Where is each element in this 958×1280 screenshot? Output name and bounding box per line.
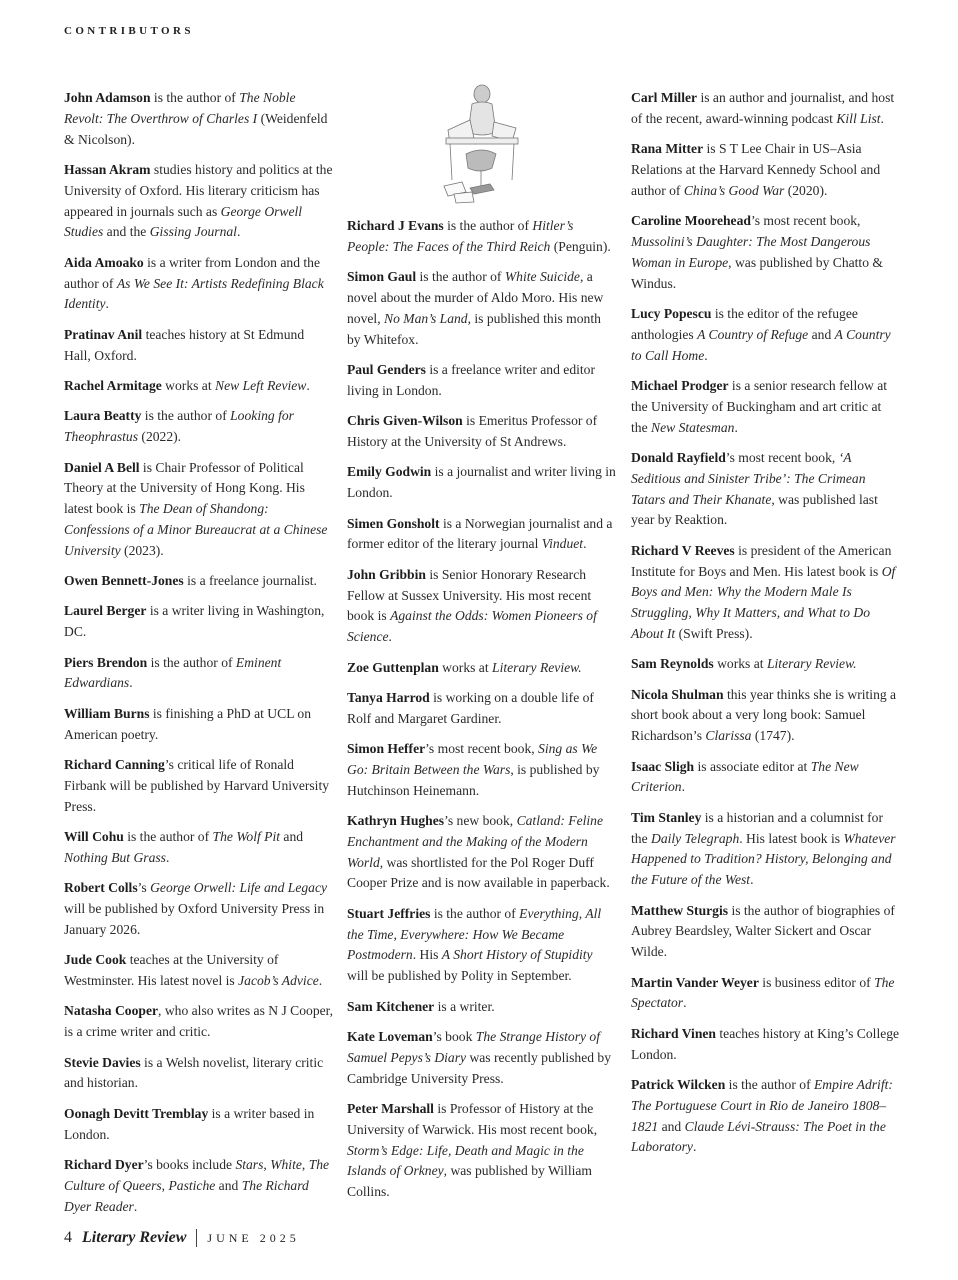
bio-text: (Penguin). xyxy=(550,238,611,254)
bio-text: this year thinks she is writing a short book about a very long book: Samuel Richardson’s xyxy=(631,686,897,744)
contributor-entry xyxy=(64,406,334,448)
bio-text: (2020). xyxy=(784,182,828,198)
contributor-name: Will Cohu xyxy=(64,829,124,845)
contributor-name: Simon Gaul xyxy=(347,269,417,285)
contributor-name: Zoe Guttenplan xyxy=(347,659,439,675)
contributor-name: Peter Marshall xyxy=(347,1101,434,1116)
bio-text: works at xyxy=(713,656,767,672)
contributor-name: Stevie Davies xyxy=(64,1054,141,1070)
contributor-entry xyxy=(347,688,617,730)
bio-text: and the xyxy=(103,224,150,240)
contributor-name: Pratinav Anil xyxy=(64,326,143,342)
bio-text: . His latest book is xyxy=(739,830,844,846)
contributor-name: Michael Prodger xyxy=(631,377,729,393)
contributor-name: Carl Miller xyxy=(631,90,698,105)
bio-text: is a historian and a columnist for the xyxy=(631,809,883,846)
bio-text: , was shortlisted for the Pol Roger Duff Cooper Prize and is now available in paperback. xyxy=(347,854,610,891)
contributor-name: Matthew Sturgis xyxy=(631,902,729,918)
bio-text: is the author of xyxy=(123,829,213,845)
bio-text: is the editor of the refugee anthologies xyxy=(631,305,858,342)
bio-text: is the author of xyxy=(416,269,505,285)
book-title: The Wolf Pit xyxy=(212,829,281,845)
bio-text: . xyxy=(318,973,323,988)
book-title: A Country to Call Home xyxy=(631,326,891,363)
book-title: Whatever Happened to Tradition? History, Belonging and the Future of the West xyxy=(631,830,896,888)
contributor-name: Richard V Reeves xyxy=(631,542,735,558)
bio-text: is a journalist and writer living in London. xyxy=(347,464,616,501)
book-title: China’s Good War xyxy=(683,182,785,198)
bio-text: is the author of xyxy=(443,218,533,233)
bio-text: ’s xyxy=(137,880,151,896)
bio-text: is the author of xyxy=(725,1076,814,1092)
contributor-entry xyxy=(631,376,901,438)
contributor-entry xyxy=(631,1075,901,1158)
bio-text: . xyxy=(133,1198,138,1214)
bio-text: . xyxy=(236,224,241,240)
book-title: Eminent Edwardians xyxy=(64,654,282,691)
book-title: The Noble Revolt: The Overthrow of Charles I xyxy=(64,90,296,126)
contributor-entry xyxy=(64,1053,334,1095)
bio-text: , was published by Chatto & Windus. xyxy=(631,254,883,291)
bio-text: and xyxy=(280,829,304,845)
bio-text: . xyxy=(165,849,170,865)
contributors-column-3 xyxy=(631,88,901,1168)
contributor-entry xyxy=(64,458,334,562)
contributor-name: Rachel Armitage xyxy=(64,377,162,393)
bio-text: (Weidenfeld & Nicolson). xyxy=(64,110,328,147)
contributor-entry xyxy=(631,211,901,294)
bio-text: ’s most recent book, xyxy=(725,449,839,465)
book-title: New Left Review xyxy=(215,377,307,393)
contributor-entry xyxy=(631,541,901,645)
contributor-name: Donald Rayfield xyxy=(631,449,726,465)
contributor-entry xyxy=(64,755,334,817)
book-title: Catland: Feline Enchantment and the Making of the Modern World xyxy=(347,813,604,870)
book-title: Of Boys and Men: Why the Modern Male Is Struggling, Why It Matters, and What to Do About It xyxy=(631,563,896,641)
contributor-entry xyxy=(631,1024,901,1066)
bio-text: ’s books include xyxy=(143,1156,236,1172)
bio-text: was recently published by Cambridge University Press. xyxy=(347,1049,612,1086)
contributor-entry xyxy=(64,571,334,592)
contributor-name: Paul Genders xyxy=(347,361,426,377)
bio-text: . xyxy=(692,1139,697,1155)
bio-text: is the author of xyxy=(141,408,231,424)
book-title: George Orwell: Life and Legacy xyxy=(150,880,328,896)
contributor-name: Laurel Berger xyxy=(64,603,147,619)
bio-text: ’s most recent book, xyxy=(750,213,861,229)
bio-text: works at xyxy=(161,377,216,393)
book-title: Literary Review. xyxy=(492,659,582,675)
bio-text: is business editor of xyxy=(758,974,875,990)
book-title: The Strange History of Samuel Pepys’s Diary xyxy=(347,1029,601,1065)
contributor-entry xyxy=(631,973,901,1015)
bio-text: . xyxy=(681,779,686,795)
contributor-entry xyxy=(631,448,901,531)
book-title: Against the Odds: Women Pioneers of Science xyxy=(347,608,597,645)
contributor-entry xyxy=(347,658,617,679)
bio-text: is a writer based in London. xyxy=(64,1105,315,1142)
contributor-entry xyxy=(347,360,617,402)
bio-text: is working on a double life of Rolf and Margaret Gardiner. xyxy=(347,689,594,726)
bio-text: . xyxy=(583,536,587,552)
issue-date: JUNE 2025 xyxy=(207,1230,300,1245)
bio-text: , was published by William Collins. xyxy=(347,1163,592,1200)
bio-text: is a senior research fellow at the University of Buckingham and art critic at the xyxy=(631,377,888,435)
contributor-entry xyxy=(64,704,334,746)
contributor-entry xyxy=(631,88,901,130)
contributor-name: Stuart Jeffries xyxy=(347,905,431,921)
contributor-name: John Adamson xyxy=(64,90,151,105)
bio-text: . xyxy=(388,629,392,645)
contributor-name: Lucy Popescu xyxy=(631,305,712,321)
bio-text: will be published by Oxford University Press in January 2026. xyxy=(64,901,325,937)
bio-text: is the author of xyxy=(147,654,236,670)
book-title: Daily Telegraph xyxy=(651,830,740,846)
book-title: The Culture of Queers xyxy=(64,1156,330,1193)
bio-text: , is published by Hutchinson Heinemann. xyxy=(347,761,600,798)
contributor-name: Aida Amoako xyxy=(64,254,144,270)
contributor-entry xyxy=(347,739,617,801)
contributor-entry xyxy=(64,325,334,367)
bio-text: and xyxy=(215,1177,242,1193)
bio-text: is S T Lee Chair in US–Asia Relations at the Harvard Kennedy School and author of xyxy=(631,141,881,198)
bio-text: is a Welsh novelist, literary critic and historian. xyxy=(64,1054,324,1091)
section-heading: CONTRIBUTORS xyxy=(64,25,194,37)
contributor-name: Kate Loveman xyxy=(347,1029,433,1045)
bio-text: . xyxy=(683,995,687,1011)
bio-text: and xyxy=(658,1118,685,1134)
contributor-entry xyxy=(347,514,617,556)
bio-text: is a writer from London and the author of xyxy=(64,254,320,291)
book-title: A Country of Refuge xyxy=(697,326,809,342)
book-title: Clarissa xyxy=(705,728,752,744)
contributor-entry xyxy=(347,267,617,350)
bio-text: teaches history at St Edmund Hall, Oxford. xyxy=(64,326,305,363)
bio-text: is a freelance writer and editor living in London. xyxy=(347,361,596,398)
contributor-entry xyxy=(64,1001,334,1043)
bio-text: (Swift Press). xyxy=(675,625,753,641)
bio-text: ’s new book, xyxy=(444,813,517,829)
bio-text: is a Norwegian journalist and a former editor of the literary journal xyxy=(347,515,613,552)
contributor-name: John Gribbin xyxy=(347,566,426,582)
contributor-entry xyxy=(347,997,617,1018)
contributor-name: Oonagh Devitt Tremblay xyxy=(64,1105,209,1121)
magazine-title: Literary Review xyxy=(82,1229,187,1246)
book-title: New Statesman xyxy=(651,419,735,435)
book-title: Looking for Theophrastus xyxy=(64,408,294,445)
contributor-entry xyxy=(64,827,334,869)
book-title: Mussolini’s Daughter: The Most Dangerous Woman in Europe xyxy=(631,233,871,270)
contributor-entry xyxy=(64,253,334,315)
contributor-entry xyxy=(631,139,901,201)
bio-text: works at xyxy=(438,659,493,675)
bio-text: (2023). xyxy=(120,542,164,558)
bio-text: is the author of xyxy=(430,905,520,921)
contributor-name: Owen Bennett-Jones xyxy=(64,573,184,589)
book-title: Vinduet xyxy=(541,536,584,552)
contributor-entry xyxy=(64,653,334,695)
contributor-entry xyxy=(347,216,617,258)
bio-text: . xyxy=(704,347,708,363)
bio-text: , was published last year by Reaktion. xyxy=(631,491,878,528)
contributor-entry xyxy=(64,601,334,643)
bio-text: is Senior Honorary Research Fellow at Sussex University. His most recent book is xyxy=(347,566,592,624)
contributor-name: Richard Dyer xyxy=(64,1156,144,1172)
contributor-name: Martin Vander Weyer xyxy=(631,974,759,990)
contributor-entry xyxy=(631,901,901,963)
contributor-name: Sam Kitchener xyxy=(347,998,435,1014)
contributor-name: Piers Brendon xyxy=(64,654,148,670)
bio-text: (1747). xyxy=(751,728,795,744)
bio-text: ’s critical life of Ronald Firbank will be published by Harvard University Press. xyxy=(64,757,330,814)
book-title: As We See It: Artists Redefining Black Identity xyxy=(64,275,324,312)
book-title: Stars xyxy=(235,1156,264,1172)
bio-text: is Professor of History at the University of Warwick. His most recent book, xyxy=(347,1101,598,1137)
bio-text: and xyxy=(808,326,835,342)
bio-text: , xyxy=(263,1156,271,1172)
contributor-entry xyxy=(347,904,617,987)
bio-text: is Chair Professor of Political Theory at the University of Hong Kong. His latest book is xyxy=(64,459,305,517)
book-title: Jacob’s Advice xyxy=(238,973,319,988)
book-title: The Richard Dyer Reader xyxy=(64,1177,309,1214)
contributor-entry xyxy=(631,757,901,799)
bio-text: , xyxy=(301,1156,309,1172)
contributor-name: Simon Heffer xyxy=(347,741,426,757)
page-number: 4 xyxy=(64,1229,72,1246)
book-title: The New Criterion xyxy=(631,758,859,795)
bio-text: . His xyxy=(412,947,442,963)
book-title: Kill List xyxy=(836,110,881,126)
book-title: Everything, All the Time, Everywhere: How We Became Postmodern xyxy=(347,905,602,963)
contributor-name: Patrick Wilcken xyxy=(631,1076,726,1092)
book-title: White Suicide xyxy=(504,269,580,285)
contributor-name: Laura Beatty xyxy=(64,408,142,424)
contributors-column-1 xyxy=(64,88,334,1227)
contributor-entry xyxy=(347,1027,617,1089)
contributor-entry xyxy=(347,462,617,504)
book-title: Nothing But Grass xyxy=(64,849,166,865)
bio-text: . xyxy=(734,419,738,435)
contributors-column-2 xyxy=(347,216,617,1213)
contributor-entry xyxy=(64,376,334,397)
bio-text: , who also writes as N J Cooper, is a crime writer and critic. xyxy=(64,1003,334,1040)
contributor-entry xyxy=(631,808,901,891)
contributor-name: Simen Gonsholt xyxy=(347,515,440,531)
bio-text: will be published by Polity in September. xyxy=(347,968,572,984)
contributor-entry xyxy=(64,950,334,992)
contributor-entry xyxy=(64,1104,334,1146)
bio-text: . xyxy=(105,296,109,312)
bio-text: is a freelance journalist. xyxy=(183,573,317,589)
contributor-name: Jude Cook xyxy=(64,952,127,968)
book-title: Literary Review. xyxy=(766,656,857,672)
contributor-entry xyxy=(64,88,334,150)
contributor-name: Sam Reynolds xyxy=(631,656,714,672)
bio-text: . xyxy=(880,110,884,126)
contributor-name: Daniel A Bell xyxy=(64,459,140,475)
book-title: Hitler’s People: The Faces of the Third Reich xyxy=(347,218,574,254)
bio-text: teaches at the University of Westminster. His latest novel is xyxy=(64,952,279,988)
contributor-name: Richard J Evans xyxy=(347,218,444,233)
contributor-name: Natasha Cooper xyxy=(64,1003,159,1019)
bio-text: , xyxy=(161,1177,169,1193)
book-title: The Spectator xyxy=(631,974,895,1011)
contributor-entry xyxy=(347,565,617,648)
bio-text: is an author and journalist, and host of the recent, award-winning podcast xyxy=(631,90,895,126)
bio-text: . xyxy=(129,675,133,691)
book-title: George Orwell Studies xyxy=(64,203,303,240)
contributor-entry xyxy=(631,685,901,747)
woman-at-desk-illustration xyxy=(430,82,530,204)
contributor-name: Richard Vinen xyxy=(631,1025,716,1041)
bio-text: is president of the American Institute for Boys and Men. His latest book is xyxy=(631,542,892,579)
book-title: White xyxy=(270,1156,302,1172)
book-title: Sing as We Go: Britain Between the Wars xyxy=(347,741,598,777)
bio-text: (2022). xyxy=(138,429,182,445)
contributor-entry xyxy=(64,160,334,243)
page-footer xyxy=(64,1229,300,1247)
contributor-entry xyxy=(64,878,334,940)
bio-text: . xyxy=(306,377,310,393)
contributor-name: Emily Godwin xyxy=(347,464,432,480)
contributor-name: Hassan Akram xyxy=(64,161,151,177)
bio-text: . xyxy=(750,872,754,888)
bio-text: , is published this month by Whitefox. xyxy=(347,310,601,347)
bio-text: is Emeritus Professor of History at the University of St Andrews. xyxy=(347,413,598,449)
contributor-entry xyxy=(64,1155,334,1217)
contributor-entry xyxy=(631,654,901,675)
bio-text: is the author of biographies of Aubrey Beardsley, Walter Sickert and Oscar Wilde. xyxy=(631,902,895,960)
book-title: ‘A Seditious and Sinister Tribe’: The Crimean Tatars and Their Khanate xyxy=(631,449,866,507)
bio-text: ’s book xyxy=(432,1029,476,1045)
bio-text: is finishing a PhD at UCL on American poetry. xyxy=(64,705,311,742)
contributor-name: Tim Stanley xyxy=(631,809,702,825)
contributor-name: Caroline Moorehead xyxy=(631,213,751,229)
book-title: Pastiche xyxy=(168,1177,216,1193)
contributor-name: William Burns xyxy=(64,705,150,721)
contributor-entry xyxy=(347,811,617,894)
contributor-entry xyxy=(631,304,901,366)
bio-text: is a writer. xyxy=(434,998,495,1014)
contributor-entry xyxy=(347,1099,617,1203)
contributor-name: Chris Given-Wilson xyxy=(347,413,463,429)
contributor-name: Isaac Sligh xyxy=(631,758,695,774)
contributor-name: Rana Mitter xyxy=(631,141,704,157)
contributor-name: Kathryn Hughes xyxy=(347,813,445,829)
book-title: Storm’s Edge: Life, Death and Magic in the Islands of Orkney xyxy=(347,1142,584,1179)
footer-divider xyxy=(196,1229,197,1247)
book-title: Empire Adrift: The Portuguese Court in Rio de Janeiro 1808–1821 xyxy=(631,1076,893,1134)
bio-text: teaches history at King’s College London. xyxy=(631,1025,900,1062)
book-title: The Dean of Shandong: Confessions of a Minor Bureaucrat at a Chinese University xyxy=(64,501,328,558)
book-title: Gissing Journal xyxy=(149,224,237,240)
bio-text: studies history and politics at the University of Oxford. His literary criticism has appeared in journals such as xyxy=(64,161,333,219)
bio-text: ’s most recent book, xyxy=(425,741,539,757)
bio-text: is associate editor at xyxy=(694,758,811,774)
bio-text: , a novel about the murder of Aldo Moro. His new novel, xyxy=(347,269,604,326)
contributor-name: Robert Colls xyxy=(64,880,138,896)
book-title: Claude Lévi-Strauss: The Poet in the Laboratory xyxy=(631,1118,886,1155)
bio-text: is the author of xyxy=(150,90,240,105)
contributor-name: Richard Canning xyxy=(64,757,165,773)
contributor-entry xyxy=(347,411,617,453)
bio-text: is a writer living in Washington, DC. xyxy=(64,603,325,640)
book-title: No Man’s Land xyxy=(384,310,468,326)
contributor-name: Nicola Shulman xyxy=(631,686,724,702)
book-title: A Short History of Stupidity xyxy=(441,947,593,963)
contributor-name: Tanya Harrod xyxy=(347,689,430,705)
